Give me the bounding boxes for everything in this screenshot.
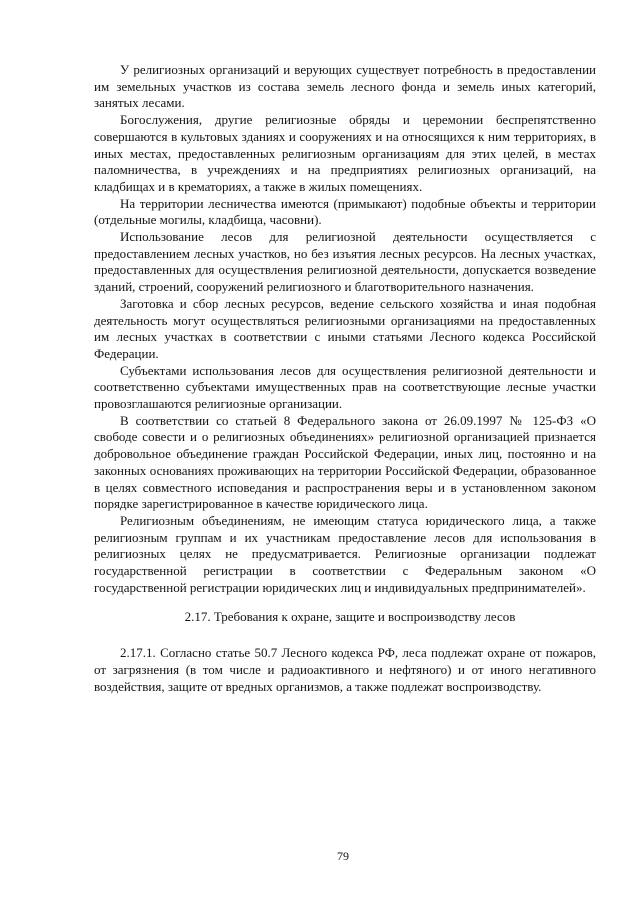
paragraph-forest-use: Использование лесов для религиозной деятельности осуществляется с предоставлением лесных участков, но без изъятия лесных ресурсов. На лесных участках, предоставленных для осуществления религиозной деятельности, допускается возведение зданий, строений, сооружений религиозного и благотворительного назначения. [94,229,596,295]
heading-after-spacer [94,625,596,645]
paragraph-forestry-objects: На территории лесничества имеются (примыкают) подобные объекты и территории (отдельные могилы, кладбища, часовни). [94,195,596,228]
section-heading: 2.17. Требования к охране, защите и воспроизводству лесов [184,608,516,624]
document-body [94,62,596,695]
paragraph-worship: Богослужения, другие религиозные обряды и церемонии беспрепятственно совершаются в культовых зданиях и сооружениях и на относящихся к ним территориях, в иных местах, предоставленных религиозным организациям для этих целей, в местах паломничества, в учреждениях и на предприятиях религиозных организаций, на кладбищах и в крематориях, а также в жилых помещениях. [94,112,596,194]
paragraph-subjects: Субъектами использования лесов для осуществления религиозной деятельности и соответственно субъектами имущественных прав на соответствующие лесные участки провозглашаются религиозные организации. [94,362,596,412]
paragraph-harvesting: Заготовка и сбор лесных ресурсов, ведение сельского хозяйства и иная подобная деятельность могут осуществляться религиозными организациями на предоставленных им лесных участках в соответствии с иными статьями Лесного кодекса Российской Федерации. [94,295,596,361]
paragraph-religious-groups: Религиозным объединениям, не имеющим статуса юридического лица, а также религиозным группам и их участникам предоставление лесов для использования в религиозных целях не предусматривается. Религиозные организации подлежат государственной регистрации в соответствии с Федеральным законом «О государственной регистрации юридических лиц и индивидуальных предпринимателей». [94,512,596,595]
paragraph-protection: 2.17.1. Согласно статье 50.7 Лесного кодекса РФ, леса подлежат охране от пожаров, от загрязнения (в том числе и радиоактивного и нефтяного) и от иного негативного воздействия, защите от вредных организмов, а также подлежат воспроизводству. [94,645,596,694]
heading-spacer [94,597,596,609]
page-number: 79 [337,849,349,863]
paragraph-federal-law: В соответствии со статьей 8 Федерального закона от 26.09.1997 № 125-ФЗ «О свободе совести и о религиозных объединениях» религиозной организацией признается добровольное объединение граждан Российской Федерации, иных лиц, постоянно и на законных основаниях проживающих на территории Российской Федерации, образованное в целях совместного исповедания и распространения веры и в установленном законом порядке зарегистрированное в качестве юридического лица. [94,412,596,512]
paragraph-land-need: У религиозных организаций и верующих существует потребность в предоставлении им земельных участков из состава земель лесного фонда и земель иных категорий, занятых лесами. [94,62,596,111]
